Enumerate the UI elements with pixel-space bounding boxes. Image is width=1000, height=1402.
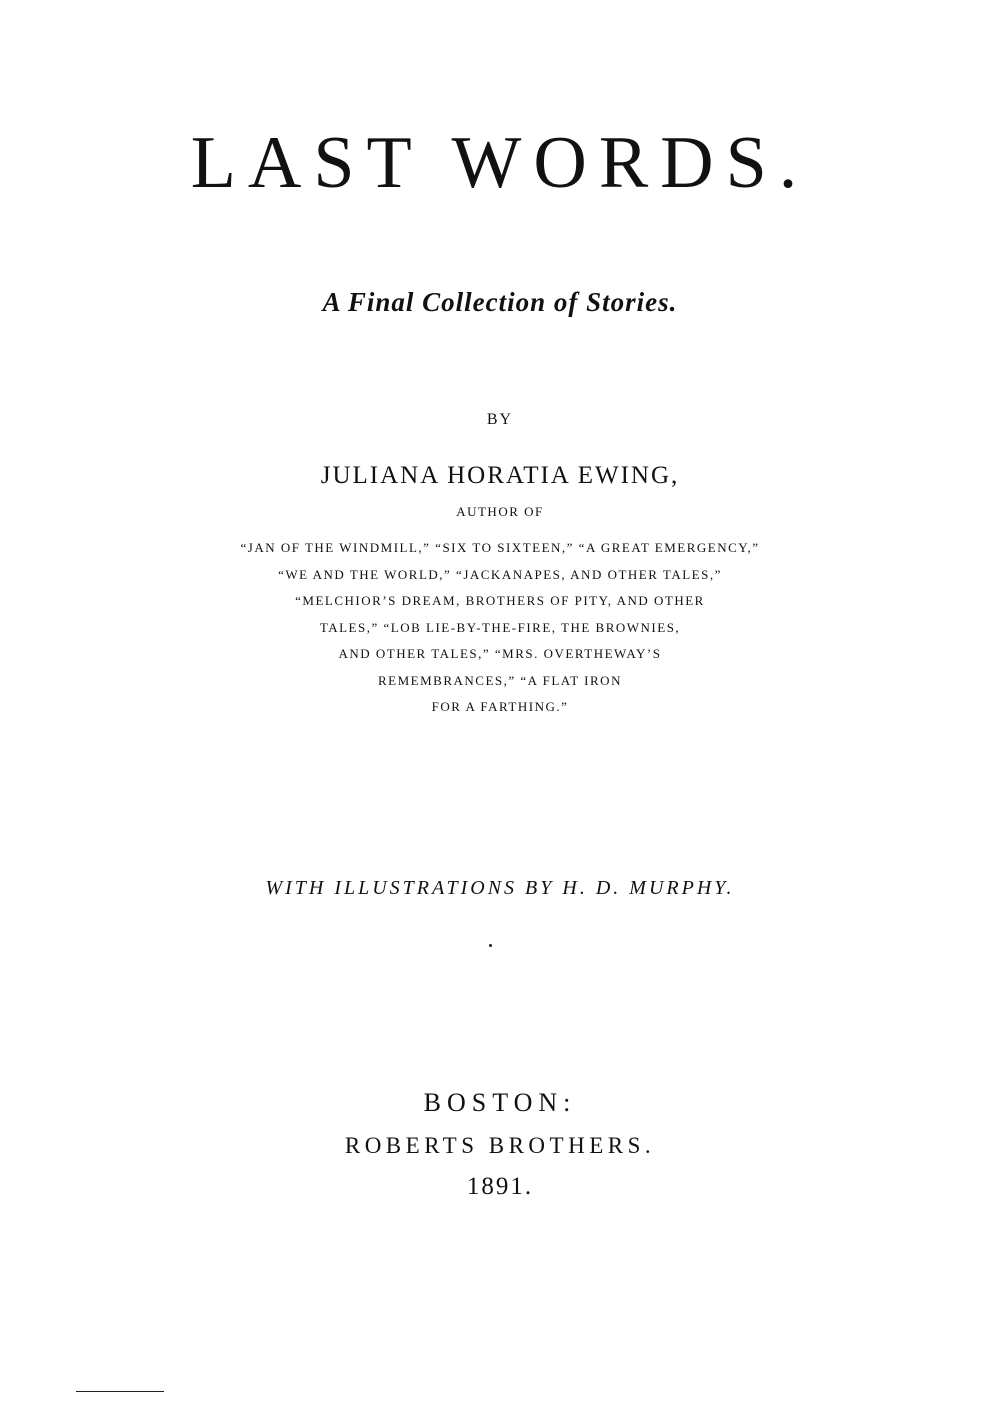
previous-works-line: FOR A FARTHING.”	[431, 699, 569, 714]
illustrations-credit: WITH ILLUSTRATIONS BY H. D. MURPHY.	[265, 877, 735, 899]
author-name: JULIANA HORATIA EWING,	[320, 462, 680, 489]
previous-works-line: TALES,” “LOB LIE-BY-THE-FIRE, THE BROWNIES,	[319, 619, 681, 635]
previous-works-line: “MELCHIOR’S DREAM, BROTHERS OF PITY, AND OTHER	[295, 593, 705, 608]
imprint-year: 1891.	[466, 1173, 534, 1200]
previous-works-list	[0, 535, 1000, 721]
previous-works-line: “WE AND THE WORLD,” “JACKANAPES, AND OTHER TALES,”	[278, 566, 722, 582]
previous-works-line: REMEMBRANCES,” “A FLAT IRON	[378, 672, 622, 688]
author-of-label: AUTHOR OF	[456, 504, 544, 519]
previous-works-line: “JAN OF THE WINDMILL,” “SIX TO SIXTEEN,” “A GREAT EMERGENCY,”	[240, 540, 760, 555]
book-subtitle: A Final Collection of Stories.	[322, 287, 678, 317]
imprint-city: BOSTON:	[423, 1088, 577, 1117]
previous-works-line: AND OTHER TALES,” “MRS. OVERTHEWAY’S	[338, 646, 662, 661]
footer-rule	[76, 1391, 164, 1392]
imprint-publisher: ROBERTS BROTHERS.	[344, 1133, 656, 1158]
by-line: BY	[486, 411, 514, 428]
book-title: LAST WORDS.	[190, 122, 810, 204]
ornament-dot	[489, 944, 492, 947]
